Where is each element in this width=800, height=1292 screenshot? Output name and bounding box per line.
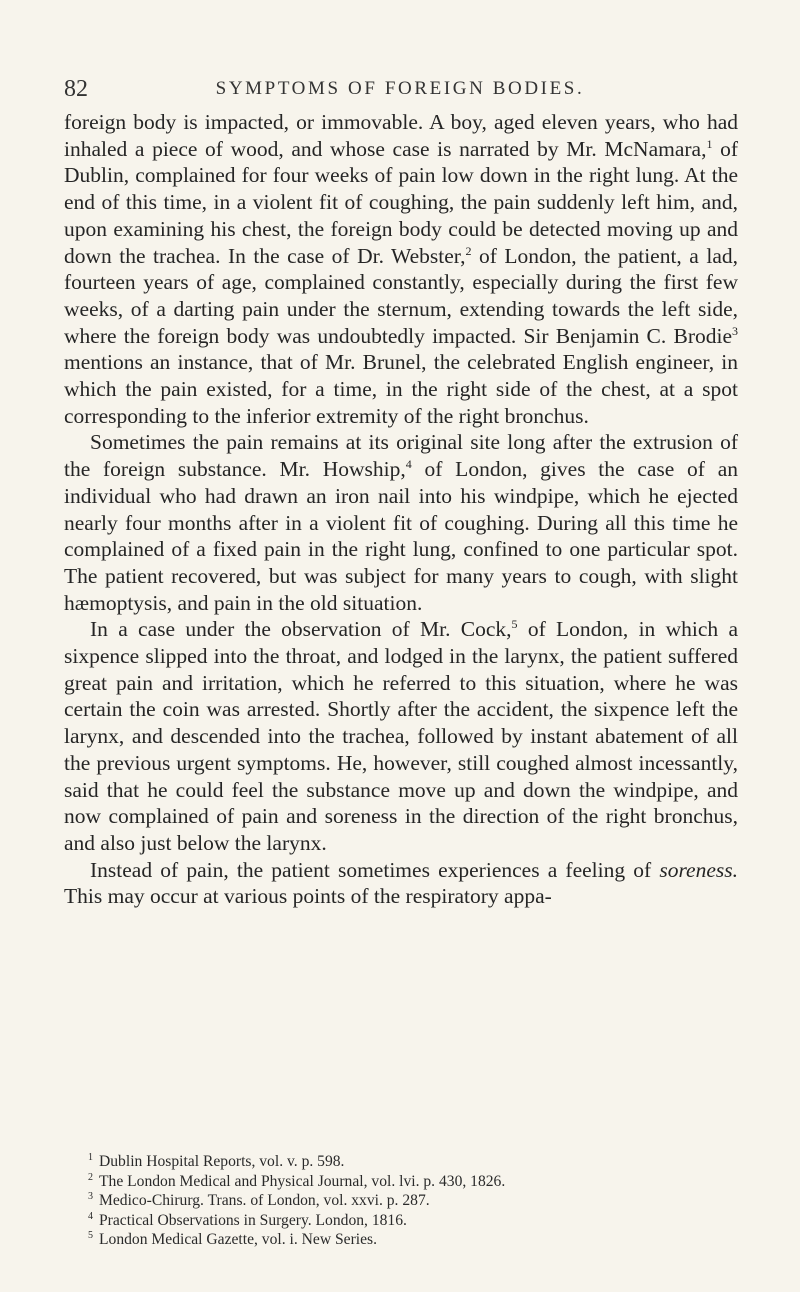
footnote-text: The London Medical and Physical Journal, vol. lvi. p. 430, 1826. [99, 1172, 506, 1190]
footnote-ref[interactable]: 2 [465, 243, 472, 258]
page-header [64, 76, 736, 106]
footnote-mark: 3 [88, 1191, 93, 1202]
footnote-text: Practical Observations in Surgery. London, 1816. [99, 1211, 407, 1229]
footnote-mark: 2 [88, 1171, 93, 1183]
footnote-text: London Medical Gazette, vol. i. New Series. [99, 1231, 378, 1248]
footnote-mark: 4 [88, 1210, 93, 1222]
footnote [88, 1191, 738, 1211]
footnote-ref[interactable]: 4 [405, 457, 412, 472]
footnote-ref[interactable]: 1 [706, 136, 713, 151]
footnote-text: Medico-Chirurg. Trans. of London, vol. xxvi. p. 287. [99, 1192, 430, 1209]
footnote [88, 1211, 738, 1231]
footnote-text: Dublin Hospital Reports, vol. v. p. 598. [99, 1153, 345, 1170]
footnote-ref[interactable]: 5 [511, 617, 518, 632]
footnote [88, 1230, 738, 1250]
footnote-mark: 1 [88, 1152, 93, 1163]
footnote [88, 1152, 738, 1172]
footnote-ref[interactable]: 3 [732, 323, 738, 338]
paragraph: Sometimes the pain remains at its original site long after the extrusion of the foreign substance. Mr. Howship,$^4$ of London, gives the case of an individual who had drawn an iron nail into his windpipe, which he ejected nearly four months after in a violent fit of coughing. During all this time he complained of a fixed pain in the right lung, confined to one particular spot. The patient recovered, but was subject for many years to cough, with slight hæmoptysis, and pain in the old situation. [64, 430, 739, 615]
emphasis: soreness. [659, 857, 738, 882]
paragraph: foreign body is impacted, or immovable. A boy, aged eleven years, who had inhaled a piece of wood, and whose case is narrated by Mr. McNamara,$^1$ of Dublin, complained for four weeks of pain low down in the right lung. At the end of this time, in a violent fit of coughing, the pain suddenly left him, and, upon examining his chest, the foreign body could be detected moving up and down the trachea. In the case of Dr. Webster,$^2$ of London, the patient, a lad, fourteen years of age, complained constantly, especially during the first few weeks, of a darting pain under the sternum, extending towards the left side, where the foreign body was undoubtedly impacted. Sir Benjamin C. Brodie$^3$ mentions an instance, that of Mr. Brunel, the celebrated English engineer, in which the pain existed, for a time, in the right side of the chest, at a spot corresponding to the inferior extremity of the right bronchus. [64, 110, 738, 428]
page-number: 82 [64, 76, 88, 102]
body-text [64, 109, 738, 910]
footnote [88, 1172, 738, 1192]
footnotes [88, 1152, 738, 1250]
running-title: SYMPTOMS OF FOREIGN BODIES. [215, 78, 585, 99]
paragraph: In a case under the observation of Mr. Cock,$^5$ of London, in which a sixpence slipped into the throat, and lodged in the larynx, the patient suffered great pain and irritation, which he referred to this situation, where he was certain the coin was arrested. Shortly after the accident, the sixpence left the larynx, and descended into the trachea, followed by instant abatement of all the previous urgent symptoms. He, however, still coughed almost incessantly, said that he could feel the substance move up and down the windpipe, and now complained of pain and soreness in the direction of the right bronchus, and also just below the larynx. [64, 617, 738, 855]
paragraph: Instead of pain, the patient sometimes experiences a feeling of soreness. This may occur at various points of the respiratory appa- [64, 857, 738, 909]
footnote-mark: 5 [88, 1230, 93, 1241]
